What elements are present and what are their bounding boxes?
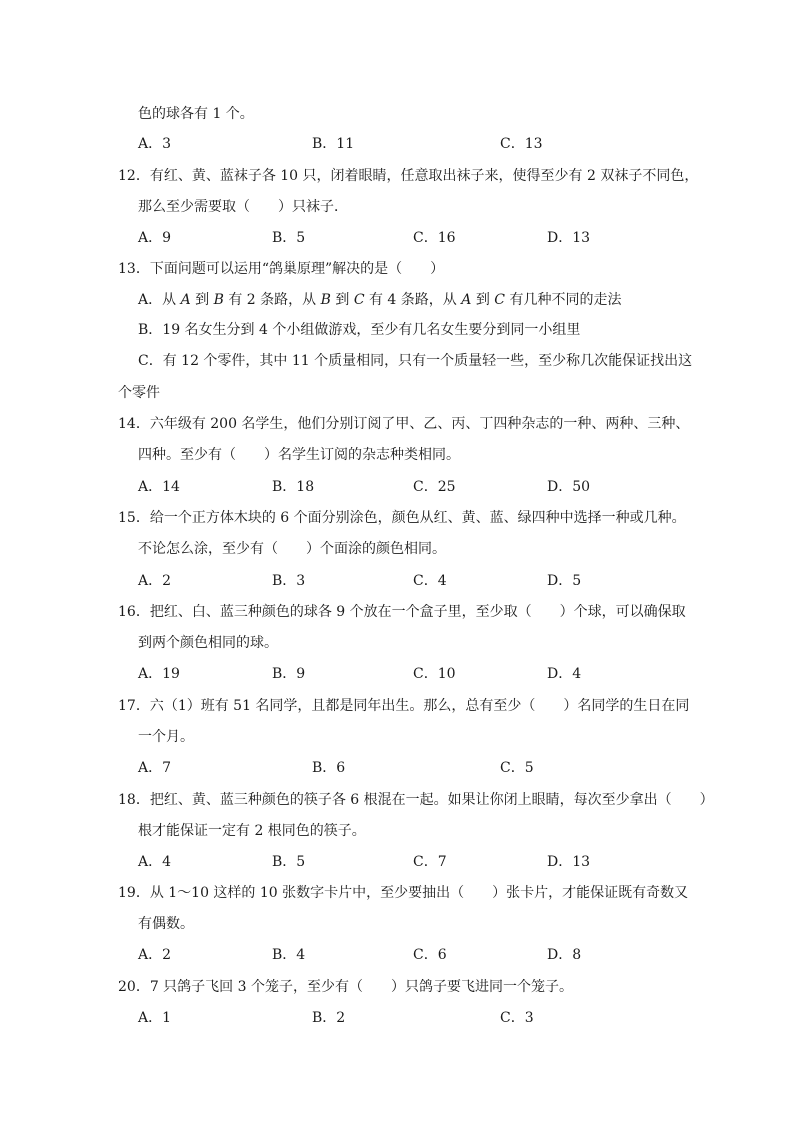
q20-option-b: B．2 <box>312 1010 346 1026</box>
q18-option-a: A．4 <box>138 854 172 870</box>
q14-option-d: D．50 <box>547 479 591 495</box>
q16-option-d: D．4 <box>547 666 582 682</box>
q11-option-a: A．3 <box>138 136 172 152</box>
q13-option-a: A．从 A 到 B 有 2 条路，从 B 到 C 有 4 条路，从 A 到 C 有几种不同的走法 <box>138 292 622 308</box>
q15-option-b: B．3 <box>272 573 306 589</box>
q15-option-d: D．5 <box>547 573 582 589</box>
q14-option-b: B．18 <box>272 479 315 495</box>
q17-option-b: B．6 <box>312 760 346 776</box>
question-19-line-1: 19．从 1～10 这样的 10 张数字卡片中，至少要抽出（ ）张卡片，才能保证既有奇数又 <box>118 885 689 901</box>
q12-option-b: B．5 <box>272 230 306 246</box>
question-11-continuation: 色的球各有 1 个。 <box>138 106 254 122</box>
question-18-line-1: 18．把红、黄、蓝三种颜色的筷子各 6 根混在一起。如果让你闭上眼睛，每次至少拿出（ ） <box>118 792 714 808</box>
question-14-line-1: 14．六年级有 200 名学生，他们分别订阅了甲、乙、丙、丁四种杂志的一种、两种、三种、 <box>118 416 690 432</box>
q17-option-a: A．7 <box>138 760 172 776</box>
question-12-line-2: 那么至少需要取（ ）只袜子． <box>138 199 348 215</box>
q20-option-a: A．1 <box>138 1010 172 1026</box>
question-15-line-2: 不论怎么涂，至少有（ ）个面涂的颜色相同。 <box>138 541 446 557</box>
q12-option-c: C．16 <box>413 230 456 246</box>
q15-option-a: A．2 <box>138 573 172 589</box>
q17-option-c: C．5 <box>500 760 534 776</box>
q14-option-c: C．25 <box>413 479 456 495</box>
question-13-line-1: 13．下面问题可以运用“鸽巢原理”解决的是（ ） <box>118 261 445 277</box>
question-12-line-1: 12．有红、黄、蓝袜子各 10 只，闭着眼睛，任意取出袜子来，使得至少有 2 双袜子不同色， <box>118 168 699 184</box>
question-17-line-2: 一个月。 <box>138 729 194 745</box>
q20-option-c: C．3 <box>500 1010 534 1026</box>
q14-option-a: A．14 <box>138 479 180 495</box>
q11-option-b: B．11 <box>312 136 355 152</box>
question-19-line-2: 有偶数。 <box>138 916 194 932</box>
q12-option-a: A．9 <box>138 230 172 246</box>
q18-option-c: C．7 <box>413 854 447 870</box>
question-20-line-1: 20．7 只鸽子飞回 3 个笼子，至少有（ ）只鸽子要飞进同一个笼子。 <box>118 979 573 995</box>
q16-option-c: C．10 <box>413 666 456 682</box>
question-16-line-2: 到两个颜色相同的球。 <box>138 635 278 651</box>
q13-option-c-line-1: C．有 12 个零件，其中 11 个质量相同，只有一个质量轻一些，至少称几次能保证找出这 <box>138 353 693 369</box>
q19-option-c: C．6 <box>413 947 447 963</box>
q19-option-a: A．2 <box>138 947 172 963</box>
q13-option-c-line-2: 个零件 <box>118 385 160 401</box>
q18-option-b: B．5 <box>272 854 306 870</box>
question-16-line-1: 16．把红、白、蓝三种颜色的球各 9 个放在一个盒子里，至少取（ ）个球，可以确保取 <box>118 604 686 620</box>
q16-option-a: A．19 <box>138 666 180 682</box>
question-15-line-1: 15．给一个正方体木块的 6 个面分别涂色，颜色从红、黄、蓝、绿四种中选择一种或几种。 <box>118 510 686 526</box>
q15-option-c: C．4 <box>413 573 447 589</box>
q18-option-d: D．13 <box>547 854 591 870</box>
q12-option-d: D．13 <box>547 230 591 246</box>
q13-option-b: B．19 名女生分到 4 个小组做游戏，至少有几名女生要分到同一小组里 <box>138 322 581 338</box>
q19-option-b: B．4 <box>272 947 306 963</box>
q19-option-d: D．8 <box>547 947 582 963</box>
q16-option-b: B．9 <box>272 666 306 682</box>
q11-option-c: C．13 <box>500 136 543 152</box>
question-17-line-1: 17．六（1）班有 51 名同学，且都是同年出生。那么，总有至少（ ）名同学的生日在同 <box>118 698 690 714</box>
question-14-line-2: 四种。至少有（ ）名学生订阅的杂志种类相同。 <box>138 447 460 463</box>
question-18-line-2: 根才能保证一定有 2 根同色的筷子。 <box>138 823 366 839</box>
